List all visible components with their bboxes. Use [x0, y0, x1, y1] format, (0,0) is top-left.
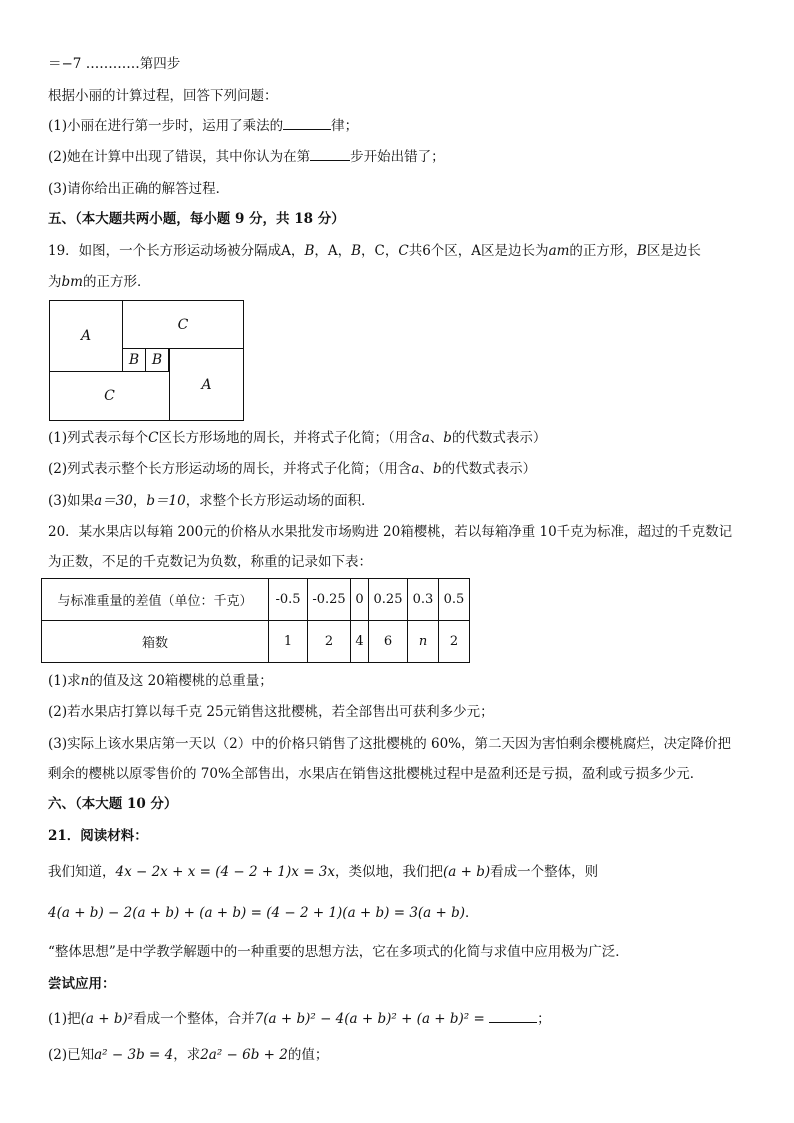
q21-text: ，类似地，我们把	[335, 864, 444, 880]
q21-text: ；	[537, 1011, 551, 1027]
q19-text: 为	[48, 274, 62, 290]
try-apply-heading: 尝试应用：	[48, 976, 116, 992]
q19-text: 的正方形，	[569, 243, 637, 259]
q21-math: 4(a + b) − 2(a + b) + (a + b) = (4 − 2 + 1)(a + b) = 3(a + b)	[48, 905, 466, 921]
q19-text: 的正方形．	[82, 274, 151, 290]
q19-text: 区长方形场地的周长，并将式子化简；（用含	[158, 430, 422, 446]
q19-text: (2)列式表示整个长方形运动场的周长，并将式子化简；（用含	[48, 461, 412, 477]
q19-math: b＝10	[146, 493, 186, 509]
zone-c-bottom-left: C	[49, 371, 170, 421]
q19-text: 的代数式表示）	[451, 430, 547, 446]
q21-text: 的值；	[287, 1047, 329, 1063]
q19-var: B	[304, 243, 315, 259]
q19-text: (1)列式表示每个	[48, 430, 149, 446]
q19-var: B	[636, 243, 647, 259]
q19-text: ，求整个长方形运动场的面积．	[185, 493, 375, 509]
q21-math: a² − 3b = 4	[94, 1047, 174, 1063]
q19-text: 、	[429, 430, 444, 446]
q19-math: a＝30	[94, 493, 133, 509]
table-row	[42, 579, 470, 621]
q19-intro-line-2	[48, 272, 150, 292]
q21-text: (1)把	[48, 1011, 81, 1027]
q20-part-3-line-2: 剩余的樱桃以原零售价的 70%全部售出，水果店在销售这批樱桃过程中是盈利还是亏损，盈利或亏损多少元．	[48, 766, 704, 782]
table-cell: 6	[369, 621, 408, 663]
q20-part-2: (2)若水果店打算以每千克 25元销售这批樱桃，若全部售出可获利多少元；	[48, 704, 494, 720]
q18-p1-text: (1)小丽在进行第一步时，运用了乘法的	[48, 118, 284, 134]
table-cell: n	[408, 621, 439, 663]
q19-var: b	[432, 461, 442, 477]
q21-text: 我们知道，	[48, 864, 116, 880]
row-label-count: 箱数	[42, 621, 269, 663]
q19-part-3	[48, 491, 375, 511]
q21-try-1	[48, 1009, 551, 1029]
q21-line-2	[48, 903, 479, 923]
q19-text: 19．如图，一个长方形运动场被分隔成A，	[48, 243, 305, 259]
q19-var: C	[398, 243, 409, 259]
q19-var: bm	[61, 274, 83, 290]
q20-part-1	[48, 671, 273, 691]
q19-text: ，C，	[361, 243, 399, 259]
weight-record-table	[41, 578, 470, 663]
table-cell: 4	[351, 621, 369, 663]
answer-blank[interactable]	[310, 147, 350, 161]
table-cell: -0.5	[269, 579, 308, 621]
q21-line-1	[48, 862, 598, 882]
q21-text: ，求	[173, 1047, 201, 1063]
table-cell: 0	[351, 579, 369, 621]
instruction-line: 根据小丽的计算过程，回答下列问题：	[48, 88, 278, 104]
zone-a-top-left: A	[49, 300, 123, 372]
q18-p1-tail: 律；	[331, 118, 359, 134]
q19-var: b	[443, 430, 452, 446]
q20-part-3-line-1: (3)实际上该水果店第一天以（2）中的价格只销售了这批樱桃的 60%，第二天因为害怕剩余樱桃腐烂，决定降价把	[48, 736, 732, 752]
question-18-part-2	[48, 147, 445, 167]
q20-text: (1)求	[48, 673, 81, 689]
q21-text: (2)已知	[48, 1047, 95, 1063]
section-6-heading: 六、（本大题 10 分）	[48, 796, 178, 812]
q19-var: a	[411, 461, 420, 477]
q19-var: C	[148, 430, 159, 446]
q18-p2-text: (2)她在计算中出现了错误，其中你认为在第	[48, 149, 311, 165]
q21-math: 7(a + b)² − 4(a + b)² + (a + b)² =	[254, 1011, 485, 1027]
table-cell: 2	[439, 621, 470, 663]
sports-field-diagram	[49, 300, 244, 421]
table-cell: 0.5	[439, 579, 470, 621]
q19-text: (3)如果	[48, 493, 95, 509]
q20-intro-line-1: 20．某水果店以每箱 200元的价格从水果批发市场购进 20箱樱桃，若以每箱净重 10千克为标准，超过的千克数记	[48, 524, 733, 540]
q21-text: 看成一个整体，则	[490, 864, 599, 880]
q18-p2-tail: 步开始出错了；	[350, 149, 445, 165]
q19-var: B	[351, 243, 362, 259]
answer-blank[interactable]	[489, 1009, 537, 1023]
q19-text: ，A，	[314, 243, 352, 259]
table-cell: 1	[269, 621, 308, 663]
answer-blank[interactable]	[283, 116, 331, 130]
q19-text: ，	[132, 493, 147, 509]
zone-b-left: B	[122, 348, 146, 372]
q19-var: am	[548, 243, 570, 259]
zone-c-top-right: C	[122, 300, 244, 349]
q19-intro-line-1	[48, 241, 701, 261]
q20-text: 的值及这 20箱樱桃的总重量；	[89, 673, 273, 689]
question-18-part-1	[48, 116, 358, 136]
q20-intro-line-2: 为正数，不足的千克数记为负数，称重的记录如下表：	[48, 554, 372, 570]
zone-b-right: B	[145, 348, 169, 372]
q21-line-3: “整体思想”是中学教学解题中的一种重要的思想方法，它在多项式的化简与求值中应用极为广泛．	[48, 944, 629, 960]
section-5-heading: 五、（本大题共两小题，每小题 9 分，共 18 分）	[48, 211, 345, 227]
q21-math: 2a² − 6b + 2	[200, 1047, 288, 1063]
q19-text: 、	[419, 461, 433, 477]
q20-var: n	[80, 673, 90, 689]
question-18-part-3: (3)请你给出正确的解答过程．	[48, 181, 230, 197]
q19-text: 共6个区，A区是边长为	[408, 243, 549, 259]
q19-var: a	[421, 430, 430, 446]
q21-text: 看成一个整体，合并	[133, 1011, 255, 1027]
q21-title: 21．阅读材料：	[48, 828, 148, 844]
table-cell: 0.25	[369, 579, 408, 621]
q21-math: 4x − 2x + x = (4 − 2 + 1)x = 3x	[115, 864, 336, 880]
q19-part-1	[48, 428, 546, 448]
table-row	[42, 621, 470, 663]
zone-a-bottom-right: A	[169, 348, 244, 421]
q19-text: 的代数式表示）	[441, 461, 537, 477]
q19-part-2	[48, 459, 536, 479]
step-four-line: ＝−7 …………第四步	[48, 56, 181, 72]
table-cell: 0.3	[408, 579, 439, 621]
q21-math: (a + b)²	[80, 1011, 134, 1027]
q21-try-2	[48, 1045, 328, 1065]
q21-math: (a + b)	[443, 864, 491, 880]
table-cell: 2	[308, 621, 351, 663]
table-cell: -0.25	[308, 579, 351, 621]
row-label-diff: 与标准重量的差值（单位：千克）	[42, 579, 269, 621]
q19-text: 区是边长	[646, 243, 701, 259]
q21-text: ．	[465, 905, 479, 921]
